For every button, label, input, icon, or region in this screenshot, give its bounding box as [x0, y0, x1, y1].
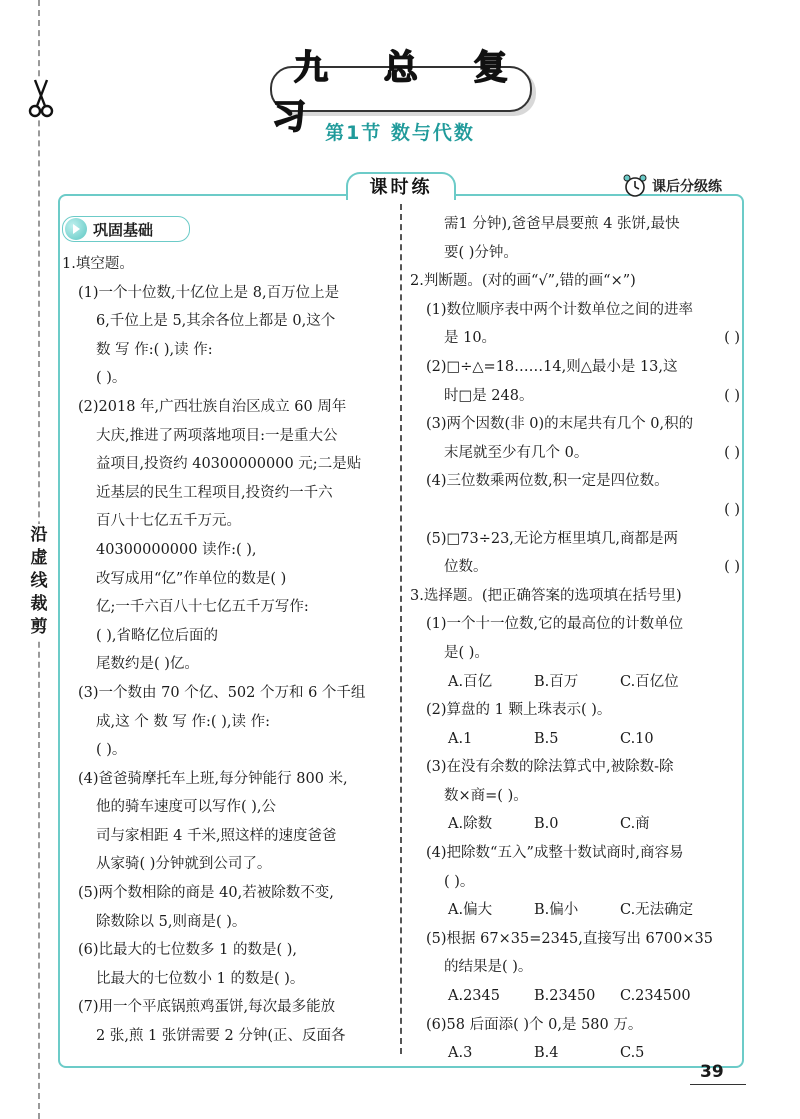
question-line: 位数。: [444, 559, 488, 576]
question-line: 除数除以 5,则商是( )。: [96, 913, 247, 930]
question-line: 2 张,煎 1 张饼需要 2 分钟(正、反面各: [96, 1028, 346, 1045]
right-column: [410, 210, 740, 1068]
question-line: (1)一个十位数,十亿位上是 8,百万位上是: [78, 284, 340, 301]
question-line: ( )。: [444, 873, 475, 890]
question-line: 成,这 个 数 写 作:( ),读 作:: [96, 713, 270, 730]
group-tag-label: 巩固基础: [93, 220, 154, 239]
cut-label: 沿虚线裁剪: [30, 525, 48, 637]
question-line: 需1 分钟),爸爸早晨要煎 4 张饼,最快: [444, 216, 680, 232]
question-line: 时□是 248。: [444, 387, 534, 404]
question-line: ( ),省略亿位后面的: [96, 627, 219, 644]
question-line: 末尾就至少有几个 0。: [444, 444, 589, 461]
level-practice-label: [622, 174, 722, 198]
option[interactable]: C.百亿位: [620, 673, 679, 690]
question-line: (6)比最大的七位数多 1 的数是( ),: [78, 942, 298, 959]
page-number: 39: [700, 1062, 724, 1082]
judge-item: [410, 496, 740, 525]
option[interactable]: C.5: [620, 1045, 645, 1062]
option-row: [410, 725, 740, 754]
question-line: (2)□÷△=18……14,则△最小是 13,这: [426, 358, 678, 375]
option-row: [410, 668, 740, 697]
left-column: [62, 250, 392, 1051]
judge-item: [410, 324, 740, 353]
question-line: 他的骑车速度可以写作( ),公: [96, 799, 277, 816]
question-line: 百八十七亿五千万元。: [96, 513, 241, 530]
chapter-title: 九 总 复 习: [270, 66, 532, 112]
option[interactable]: B.0: [534, 816, 559, 833]
question-line: 数×商=( )。: [444, 787, 528, 804]
page-number-rule: [690, 1084, 746, 1085]
section-title: 第1节 数与代数: [325, 122, 475, 144]
question-line: 40300000000 读作:( ),: [96, 541, 257, 558]
column-divider: [400, 204, 402, 1054]
question-line: 的结果是( )。: [444, 959, 533, 976]
question-line: (4)把除数“五入”成整十数试商时,商容易: [426, 845, 684, 862]
option[interactable]: A.偏大: [448, 902, 493, 919]
option[interactable]: B.偏小: [534, 902, 579, 919]
question-line: (4)爸爸骑摩托车上班,每分钟能行 800 米,: [78, 770, 348, 787]
question-line: 改写成用“亿”作单位的数是( ): [96, 570, 287, 587]
question-line: 是 10。: [444, 330, 497, 347]
option[interactable]: C.234500: [620, 988, 691, 1005]
alarm-clock-icon: [622, 174, 648, 198]
question-line: (3)两个因数(非 0)的末尾共有几个 0,积的: [426, 416, 694, 433]
question-heading: 3.选择题。(把正确答案的选项填在括号里): [410, 587, 682, 604]
option-row: [410, 1039, 740, 1068]
option[interactable]: B.百万: [534, 673, 579, 690]
answer-blank[interactable]: ( ): [724, 559, 740, 576]
question-heading: 1.填空题。: [62, 256, 134, 272]
judge-item: [410, 553, 740, 582]
group-tag: [62, 216, 190, 242]
scissors-icon: [26, 78, 56, 118]
option[interactable]: B.5: [534, 730, 559, 747]
question-line: 大庆,推进了两项落地项目:一是重大公: [96, 427, 338, 444]
question-line: (1)一个十一位数,它的最高位的计数单位: [426, 616, 684, 633]
option[interactable]: A.1: [448, 730, 473, 747]
question-line: 要( )分钟。: [444, 244, 518, 261]
question-line: (3)在没有余数的除法算式中,被除数-除: [426, 759, 674, 776]
option[interactable]: A.3: [448, 1045, 473, 1062]
option[interactable]: C.商: [620, 816, 650, 833]
question-line: (5)根据 67×35=2345,直接写出 6700×35: [426, 930, 713, 947]
question-line: 近基层的民生工程项目,投资约一千六: [96, 484, 333, 501]
answer-blank[interactable]: ( ): [724, 387, 740, 404]
option[interactable]: A.2345: [448, 988, 500, 1005]
question-line: ( )。: [96, 742, 127, 759]
question-heading: 2.判断题。(对的画“√”,错的画“×”): [410, 273, 636, 290]
question-line: 益项目,投资约 40300000000 元;二是贴: [96, 456, 362, 473]
question-line: 亿;一千六百八十七亿五千万写作:: [96, 599, 309, 616]
question-line: (6)58 后面添( )个 0,是 580 万。: [426, 1016, 643, 1033]
question-line: (7)用一个平底锅煎鸡蛋饼,每次最多能放: [78, 999, 336, 1016]
option-row: [410, 810, 740, 839]
answer-blank[interactable]: ( ): [724, 444, 740, 461]
question-line: 从家骑( )分钟就到公司了。: [96, 856, 272, 873]
option[interactable]: B.23450: [534, 988, 596, 1005]
question-line: (2)算盘的 1 颗上珠表示( )。: [426, 702, 612, 719]
question-line: (3)一个数由 70 个亿、502 个万和 6 个千组: [78, 684, 366, 701]
question-line: (4)三位数乘两位数,积一定是四位数。: [426, 473, 669, 490]
option[interactable]: A.百亿: [448, 673, 493, 690]
question-line: 6,千位上是 5,其余各位上都是 0,这个: [96, 313, 336, 330]
question-line: 是( )。: [444, 644, 489, 661]
level-practice-text: 课后分级练: [652, 179, 722, 195]
question-line: (1)数位顺序表中两个计数单位之间的进率: [426, 301, 694, 318]
question-line: ( )。: [96, 370, 127, 387]
question-line: (5)□73÷23,无论方框里填几,商都是两: [426, 530, 679, 547]
panel-tab: 课时练: [346, 172, 456, 200]
answer-blank[interactable]: ( ): [724, 330, 740, 347]
question-line: (5)两个数相除的商是 40,若被除数不变,: [78, 885, 334, 902]
option-row: [410, 896, 740, 925]
option-row: [410, 982, 740, 1011]
judge-item: [410, 382, 740, 411]
option[interactable]: C.10: [620, 730, 654, 747]
question-line: 比最大的七位数小 1 的数是( )。: [96, 970, 305, 987]
option[interactable]: A.除数: [448, 816, 493, 833]
judge-item: [410, 439, 740, 468]
question-line: 尾数约是( )亿。: [96, 656, 199, 673]
question-line: 司与家相距 4 千米,照这样的速度爸爸: [96, 827, 337, 844]
question-line: 数 写 作:( ),读 作:: [96, 341, 213, 358]
option[interactable]: C.无法确定: [620, 902, 694, 919]
answer-blank[interactable]: ( ): [724, 501, 740, 518]
option[interactable]: B.4: [534, 1045, 559, 1062]
question-line: (2)2018 年,广西壮族自治区成立 60 周年: [78, 398, 347, 415]
play-bullet-icon: [65, 218, 87, 240]
